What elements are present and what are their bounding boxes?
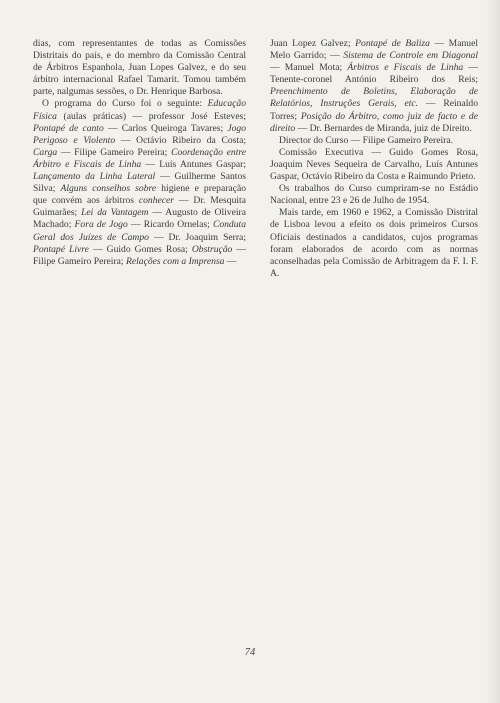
paragraph-executive-committee: Comissão Executiva — Guido Gomes Rosa, Joaquim Neves Sequeira de Carvalho, Luís Antunes Gaspar, Octávio Ribeiro da Costa e Raimundo Prieto.: [270, 146, 478, 183]
paragraph-continuation: dias, com representantes de todas as Comissões Distritais do país, e do membro da Comissão Central de Árbitros Espanhola, Juan Lopes Galvez, e do seu árbitro internacional Rafael Tamarit. Tomou também parte, nalgumas sessões, o Dr. Henrique Barbosa.: [33, 38, 246, 98]
page-number: 74: [244, 647, 256, 658]
paragraph-course-programme: O programa do Curso foi o seguinte: Educação Física (aulas práticas) — professor José Esteves; Pontapé de canto — Carlos Queiroga Tavares; Jogo Perigoso e Violento — Octávio Ribeiro da Costa; Carga — Filipe Gameiro Pereira; Coordenação entre Árbitro e Fiscais de Linha — Luís Antunes Gaspar; Lançamento da Linha Lateral — Guilherme Santos Silva; Alguns conselhos sobre higiene e preparação que convém aos árbitros conhecer — Dr. Mesquita Guimarães; Lei da Vantagem — Augusto de Oliveira Machado; Fora de Jogo — Ricardo Ornelas; Conduta Geral dos Juízes de Campo — Dr. Joaquim Serra; Pontapé Livre — Guido Gomes Rosa; Obstrução — Filipe Gameiro Pereira; Relações com a Imprensa —: [33, 98, 247, 267]
paragraph-programme-continued: Juan Lopez Galvez; Pontapé de Baliza — Manuel Melo Garrido; — Sistema de Controle em Diagonal — Manuel Mota; Árbitros e Fiscais de Linha — Tenente-coronel António Ribeiro dos Reis; Preenchimento de Boletins, Elaboração de Relatórios, Instruções Gerais, etc. — Reinaldo Torres; Posição do Árbitro, como juiz de facto e de direito — Dr. Bernardes de Miranda, juiz de Direito.: [270, 38, 479, 134]
paragraph-director: Director do Curso — Filipe Gameiro Pereira.: [279, 134, 453, 146]
paragraph-course-venue: Os trabalhos do Curso cumpriram-se no Estádio Nacional, entre 23 e 26 de Julho de 1954.: [270, 183, 478, 207]
left-column: [33, 38, 246, 268]
right-column: [270, 38, 478, 280]
page-edge-shadow: [486, 0, 500, 703]
paragraph-later-courses: Mais tarde, em 1960 e 1962, a Comissão Distrital de Lisboa levou a efeito os dois primeiros Cursos Oficiais destinados a candidatos, cujos programas foram elaborados de acordo com as normas aconselhadas pela Comissão de Arbitragem da F. I. F. A.: [270, 207, 478, 279]
